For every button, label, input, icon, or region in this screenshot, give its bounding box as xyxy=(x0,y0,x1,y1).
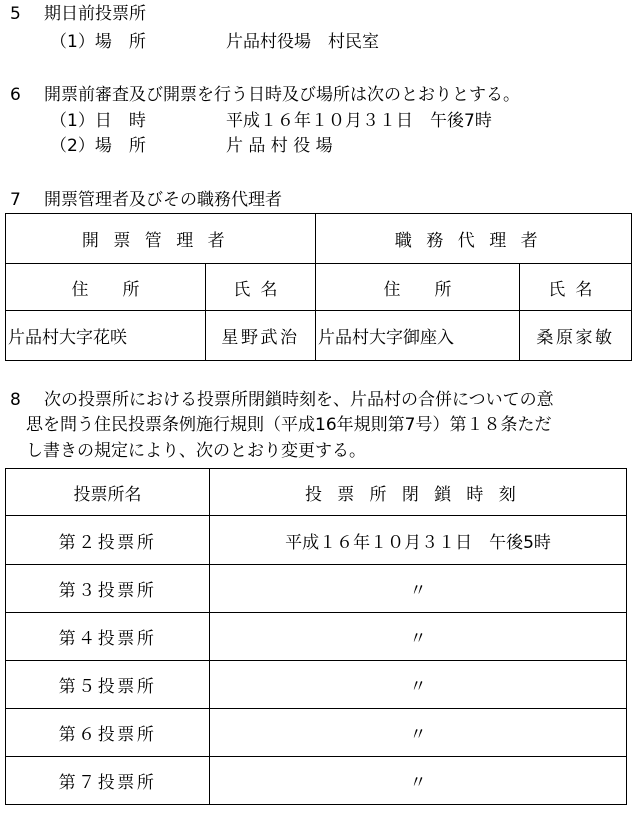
station-name: 第３投票所 xyxy=(6,565,210,613)
section-5-title: 期日前投票所 xyxy=(44,4,146,24)
station-name: 第２投票所 xyxy=(6,516,210,565)
closing-time-table xyxy=(5,468,627,805)
station-name: 第６投票所 xyxy=(6,709,210,757)
section-6-item-2-value: 片 品 村 役 場 xyxy=(226,136,333,156)
deputy-address: 片品村大字御座入 xyxy=(316,311,520,361)
section-8-number: 8 xyxy=(10,390,21,410)
time-header xyxy=(210,469,627,516)
section-7-title: 開票管理者及びその職務代理者 xyxy=(44,190,282,210)
deputies-group-label: 職務代理者 xyxy=(394,231,553,251)
closing-time: 〃 xyxy=(210,613,627,661)
section-8-text-1: 次の投票所における投票所閉鎖時刻を、片品村の合併についての意 xyxy=(44,390,554,410)
managers-table xyxy=(5,213,632,361)
deputy-name-header xyxy=(520,264,632,311)
closing-time: 〃 xyxy=(210,565,627,613)
managers-group-label: 開票管理者 xyxy=(81,231,240,251)
section-7-number: 7 xyxy=(10,190,21,210)
deputy-address-header: 住 所 xyxy=(316,264,520,311)
table-row xyxy=(6,709,627,757)
closing-time: 〃 xyxy=(210,757,627,805)
station-name: 第５投票所 xyxy=(6,661,210,709)
section-8-text-3: し書きの規定により、次のとおり変更する。 xyxy=(26,441,366,461)
manager-name-header-label: 氏名 xyxy=(233,279,288,300)
section-8-text-2: 思を問う住民投票条例施行規則（平成16年規則第7号）第１８条ただ xyxy=(26,415,552,435)
manager-address-header: 住 所 xyxy=(6,264,206,311)
manager-name-header xyxy=(206,264,316,311)
time-header-label: 投票所閉鎖時刻 xyxy=(304,484,532,505)
deputy-name-header-label: 氏名 xyxy=(548,279,603,300)
section-6-item-1-value: 平成１６年１０月３１日 午後7時 xyxy=(226,111,492,131)
table-row xyxy=(6,757,627,805)
section-6-item-1-label: （1）日 時 xyxy=(50,111,146,131)
station-name: 第７投票所 xyxy=(6,757,210,805)
deputies-group-header xyxy=(316,214,632,264)
manager-address: 片品村大字花咲 xyxy=(6,311,206,361)
station-header: 投票所名 xyxy=(6,469,210,516)
managers-group-header xyxy=(6,214,316,264)
section-5-item-value: 片品村役場 村民室 xyxy=(226,32,379,52)
table-row xyxy=(6,516,627,565)
table-row xyxy=(6,661,627,709)
section-6-number: 6 xyxy=(10,85,21,105)
section-5-number: 5 xyxy=(10,4,21,24)
deputy-name: 桑原家敏 xyxy=(520,311,632,361)
closing-time: 〃 xyxy=(210,709,627,757)
section-5-item-label: （1）場 所 xyxy=(50,32,146,52)
closing-time: 平成１６年１０月３１日 午後5時 xyxy=(210,516,627,565)
section-6-item-2-label: （2）場 所 xyxy=(50,136,146,156)
station-name: 第４投票所 xyxy=(6,613,210,661)
table-row xyxy=(6,613,627,661)
table-row xyxy=(6,565,627,613)
manager-name: 星野武治 xyxy=(206,311,316,361)
section-6-title: 開票前審査及び開票を行う日時及び場所は次のとおりとする。 xyxy=(44,85,520,105)
closing-time: 〃 xyxy=(210,661,627,709)
